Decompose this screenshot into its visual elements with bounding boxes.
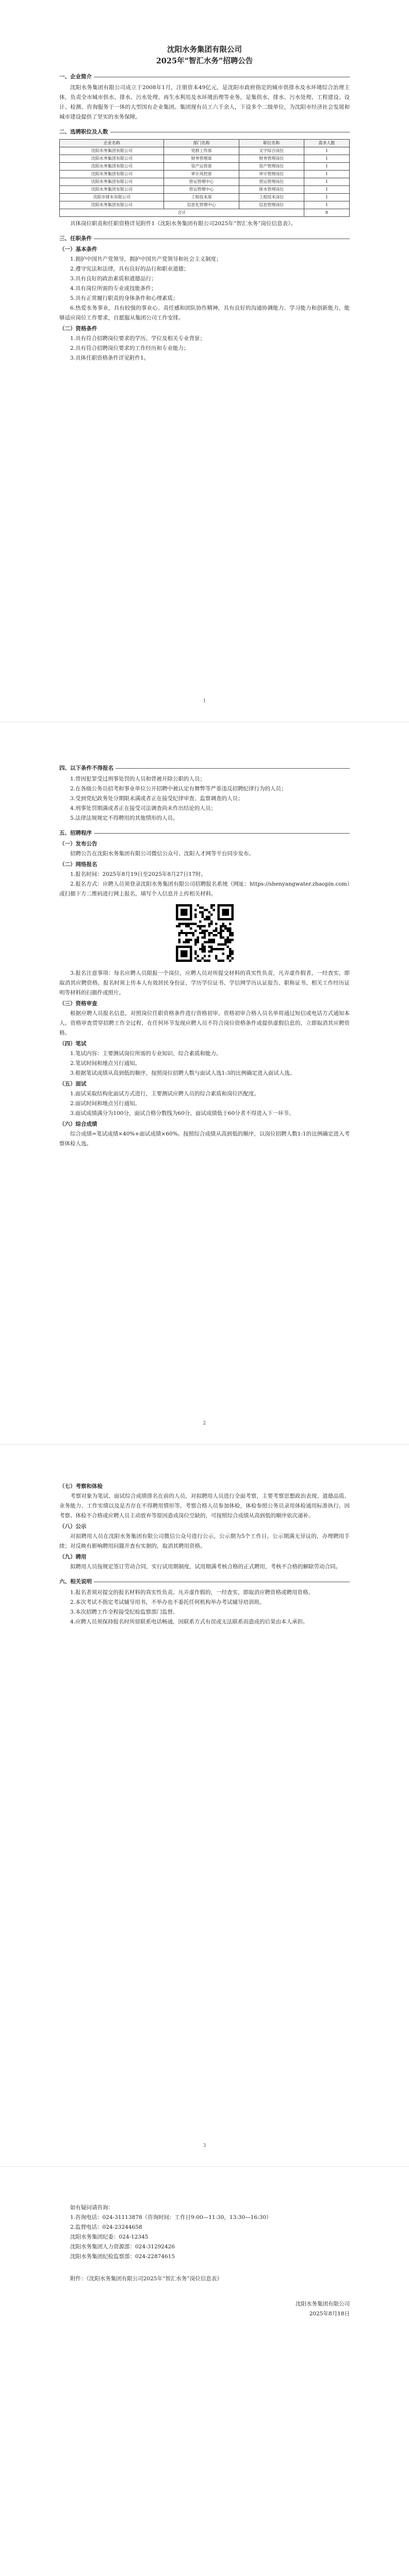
contact-intro: 如有疑问请咨询：: [70, 2205, 113, 2211]
basic-condition-item: 1.拥护中国共产党领导，拥护中国共产党领导和社会主义制度；: [70, 256, 222, 262]
positions-header-row: [60, 140, 350, 147]
section-3-heading: [59, 234, 350, 244]
composite-score-text: 综合成绩=笔试成绩×40%+面试成绩×60%。按照综合成绩从高到低的顺序，以岗位招聘人数1:1的比例确定进入考察体检人选。: [59, 1131, 350, 1147]
page-1: [0, 0, 409, 722]
basic-condition-item: 4.具有岗位所需的专业或技能条件；: [70, 285, 157, 292]
basic-condition-item: 5.具有正常履行职责的身体条件和心理素质；: [70, 295, 178, 301]
registration-method[interactable]: 2.报名方式：应聘人员须登录沈阳水务集团有限公司招聘报名系统（网址：https://shenyangwater.zhaopin.com）或扫描下方二维码进行网上报名，填写个人信息并上传相关材料。: [59, 881, 350, 897]
table-cell: 营运管理中心: [164, 186, 239, 194]
section-4-title: 四、以下条件不得报名: [59, 765, 113, 771]
table-cell: 沈阳水务集团有限公司: [60, 186, 164, 194]
header-count: 需求人数: [304, 140, 349, 147]
contact-list-item: 沈阳水务集团纪委：024-12345: [70, 2234, 149, 2240]
header-department: 部门名称: [164, 140, 239, 147]
table-cell: 工程技术岗位: [239, 194, 304, 201]
section-5-title: 五、招聘程序: [59, 830, 92, 836]
table-cell: 沈阳水务集团有限公司: [60, 201, 164, 209]
contact-list-item: 沈阳水务集团人力资源部：024-31292426: [70, 2244, 175, 2250]
table-row: [60, 147, 350, 155]
basic-conditions-heading: （一）基本条件: [59, 246, 97, 252]
employment-text: 拟聘用人员按规定签订劳动合同，实行试用期制度，试用期满考核合格的正式聘用，考核不合格的解除劳动合同。: [70, 1564, 341, 1570]
attachment-note[interactable]: 附件：《沈阳水务集团有限公司2025年“智汇水务”岗位信息表》: [70, 2276, 222, 2282]
table-cell: 1: [304, 163, 349, 171]
section-divider: [116, 768, 350, 769]
page-number: 2: [203, 1421, 206, 1426]
qualification-item: 3.具体任职资格条件详见附件1。: [70, 355, 150, 361]
page-1-content: [59, 44, 350, 363]
section-2-title: 二、选聘职位及人数: [59, 129, 108, 135]
page-3: [0, 1445, 409, 2167]
table-cell: 资产运营部: [164, 163, 239, 171]
table-cell: 财务管理岗位: [239, 155, 304, 163]
note-item: 4.应聘人员须保持报名时所留联系电话畅通，因联系方式有误或无法联系而造成的后果由本人承担。: [70, 1619, 308, 1625]
table-cell: 审计管理岗位: [239, 171, 304, 178]
basic-condition-item: 3.具有良好的政治素质和道德品行；: [70, 276, 157, 282]
total-label: 合计: [60, 209, 304, 217]
header-company: 企业名称: [60, 140, 164, 147]
qualification-item: 2.具有符合招聘岗位要求的工作经历和专业能力；: [70, 345, 189, 351]
table-row: [60, 186, 350, 194]
table-cell: 沈阳水务集团有限公司: [60, 147, 164, 155]
publicity-heading: （八）公示: [59, 1523, 87, 1530]
inspection-heading: （七）考察和体检: [59, 1483, 103, 1489]
table-cell: 1: [304, 201, 349, 209]
table-row: [60, 178, 350, 186]
section-5-heading: [59, 828, 350, 838]
table-cell: 沈阳水务集团有限公司: [60, 178, 164, 186]
positions-note: 具体岗位职责和任职资格详见附件1《沈阳水务集团有限公司2025年“智汇水务”岗位信息表》。: [70, 221, 296, 227]
qr-code-block: [59, 904, 350, 965]
table-cell: 信息化管理中心: [164, 201, 239, 209]
total-count: 8: [304, 209, 349, 217]
section-2-heading: [59, 127, 350, 137]
table-cell: 信息管理岗位: [239, 201, 304, 209]
page-4-content: [59, 2203, 350, 2319]
composite-score-heading: （六）综合成绩: [59, 1121, 97, 1127]
table-cell: 1: [304, 147, 349, 155]
page-3-content: [59, 1481, 350, 1627]
inspection-text: 考察对象为笔试、面试综合成绩排名在前的人员，对拟聘用人员进行全面考察，主要考察思想政治表现、道德品质、业务能力、工作实绩以及是否存在不得聘用情形等。考察合格人员参加体检，体检参照公务员录用体检通用标准执行。因考察、体检不合格或应聘人员主动放弃等原因造成岗位空缺的，可按照综合成绩从高到低的顺序依次递补。: [59, 1493, 350, 1519]
qualification-review-heading: （三）资格审查: [59, 1001, 97, 1007]
table-cell: 1: [304, 171, 349, 178]
table-cell: 1: [304, 186, 349, 194]
page-4: [0, 2167, 409, 2576]
section-4-heading: [59, 764, 350, 773]
table-cell: 沈阳水务集团有限公司: [60, 171, 164, 178]
registration-time: 1.报名时间：2025年8月19日至2025年8月27日17时。: [70, 871, 206, 877]
section-6-heading: [59, 1577, 350, 1587]
header-position: 职位名称: [239, 140, 304, 147]
interview-heading: （五）面试: [59, 1081, 87, 1087]
section-6-title: 六、相关说明: [59, 1579, 92, 1585]
title-recruitment: 2025年“智汇水务”招聘公告: [156, 57, 253, 65]
exclusion-item: 3.受到党纪政务处分期限未满或者正在接受纪律审查、监察调查的人员；: [70, 795, 243, 802]
table-cell: 营运管理岗位: [239, 178, 304, 186]
note-item: 1.报名者须对提交的报名材料的真实性负责。凡弄虚作假的，一经查实，即取消应聘资格或聘用资格。: [70, 1589, 314, 1596]
publicity-text: 对拟聘用人员在沈阳水务集团有限公司微信公众号进行公示，公示期为5个工作日。公示期满无异议的，办理聘用手续；对反映有影响聘用问题并查有实据的，取消其聘用资格。: [59, 1533, 350, 1549]
publish-text: 招聘公告在沈阳水务集团有限公司微信公众号、沈阳人才网等平台同步发布。: [70, 851, 254, 857]
table-cell: 党群工作部: [164, 147, 239, 155]
registration-heading: （二）网络报名: [59, 861, 97, 868]
positions-total-row: [60, 209, 350, 217]
exclusion-item: 1.曾因犯罪受过刑事处罚的人员和曾被开除公职的人员；: [70, 776, 206, 782]
positions-table: [59, 139, 350, 217]
signature-date: 2025年8月18日: [309, 2311, 350, 2317]
registration-notes: 3.报名注意事项：每名应聘人员限报一个岗位，应聘人员对所提交材料的真实性负责，凡弄虚作假者，一经查实，即取消其应聘资格。报名时须上传本人有效居民身份证、学历学位证书、学信网学历认证报告、职称证书、相关工作经历证明等材料的扫描件或照片。: [59, 970, 350, 996]
section-divider: [94, 833, 350, 834]
qualification-item: 1.具有符合招聘岗位要求的学历、学位及相关专业背景；: [70, 335, 206, 342]
section-1-title: 一、企业简介: [59, 74, 92, 80]
table-cell: 沈阳市排水有限公司: [60, 194, 164, 201]
table-cell: 沈阳水务集团有限公司: [60, 155, 164, 163]
table-cell: 沈阳水务集团有限公司: [60, 163, 164, 171]
note-item: 3.本次招聘工作全程接受纪检监察部门监督。: [70, 1609, 178, 1615]
table-row: [60, 201, 350, 209]
table-cell: 1: [304, 178, 349, 186]
exclusion-item: 2.在各级公务员招考和事业单位公开招聘中被认定有舞弊等严重违反招聘纪律行为的人员；: [70, 786, 287, 792]
exclusion-item: 4.刑事处罚期满或者正在接受司法调查尚未作出结论的人员；: [70, 805, 217, 811]
table-cell: 排水管理岗位: [239, 186, 304, 194]
interview-item: 2.面试时间和地点另行通知。: [70, 1100, 141, 1107]
page-number: 3: [203, 2143, 206, 2148]
table-cell: 营运管理中心: [164, 178, 239, 186]
page-2-content: [59, 758, 350, 1149]
title-company: 沈阳水务集团有限公司: [167, 45, 242, 54]
table-row: [60, 155, 350, 163]
note-item: 2.本次考试不指定考试辅导用书，不举办也不委托任何机构举办考试辅导培训班。: [70, 1599, 265, 1605]
publish-heading: （一）发布公告: [59, 841, 97, 847]
contact-phone: 1.咨询电话：024-31113878（咨询时间：工作日9:00—11:30，13:30—16:30）: [70, 2214, 272, 2221]
qualification-heading: （二）资格条件: [59, 326, 97, 332]
written-exam-item: 2.笔试时间和地点另行通知。: [70, 1060, 141, 1066]
employment-heading: （九）聘用: [59, 1554, 87, 1560]
table-cell: 工程技术部: [164, 194, 239, 201]
exclusion-item: 5.法律法规规定不得聘用的其他情形的人员。: [70, 815, 178, 821]
table-row: [60, 171, 350, 178]
table-cell: 1: [304, 194, 349, 201]
table-cell: 1: [304, 155, 349, 163]
registration-qr-code[interactable]: [176, 904, 234, 962]
signature: 沈阳水务集团有限公司: [296, 2301, 350, 2307]
qualification-review-text: 根据应聘人员报名信息，对照岗位任职资格条件进行资格初审。资格初审合格人员名单将通过短信或电话方式通知本人。资格审查贯穿招聘工作全过程，在任何环节发现应聘人员不符合岗位资格条件或提供虚假信息的，立即取消其应聘资格。: [59, 1010, 350, 1036]
interview-item: 1.面试采取结构化面试方式进行，主要测试应聘人员的综合素质和岗位匹配度。: [70, 1091, 260, 1097]
supervision-phone: 2.监督电话：024-23244658: [70, 2224, 142, 2230]
table-cell: 财务管理部: [164, 155, 239, 163]
interview-item: 3.面试成绩满分为100分，面试合格分数线为60分，面试成绩低于60分者不得进入下一环节。: [70, 1110, 295, 1116]
section-3-title: 三、任职条件: [59, 235, 92, 242]
contact-list-item: 沈阳水务集团纪检监察部：024-22874615: [70, 2253, 175, 2260]
written-exam-heading: （四）笔试: [59, 1041, 87, 1047]
table-cell: 资产管理岗位: [239, 163, 304, 171]
basic-condition-item: 2.遵守宪法和法律，具有良好的品行和职业道德；: [70, 266, 189, 272]
basic-condition-item: 6.热爱水务事业，具有较强的事业心、责任感和团队协作精神，具有良好的沟通协调能力、学习能力和创新能力，能够适应岗位工作要求，自愿服从集团公司工作安排。: [59, 305, 350, 321]
written-exam-item: 3.根据笔试成绩从高到低的顺序，按照岗位招聘人数与面试人选1:3的比例确定进入面试人选。: [70, 1070, 296, 1076]
page-number: 1: [203, 699, 206, 704]
table-row: [60, 163, 350, 171]
company-intro: 沈阳水务集团有限公司成立于2008年1月，注册资本49亿元，是沈阳市政府指定的城市供排水及水环境综合治理主体，负责全市城市供水、排水、污水处理、再生水利用及水环境治理等业务，是集供水、排水、污水处理、工程建设、设计、检测、咨询服务于一体的大型国有企业集团。集团现有员工六千余人，下设多个二级单位，为沈阳市经济社会发展和城市建设提供了坚实的水务保障。: [59, 84, 350, 120]
table-cell: 审计风控部: [164, 171, 239, 178]
written-exam-item: 1.笔试内容：主要测试岗位所需的专业知识、综合素质和能力。: [70, 1050, 222, 1057]
table-cell: 文字综合岗位: [239, 147, 304, 155]
positions-body: [60, 147, 350, 209]
page-2: [0, 722, 409, 1445]
section-1-heading: [59, 72, 350, 82]
table-row: [60, 194, 350, 201]
